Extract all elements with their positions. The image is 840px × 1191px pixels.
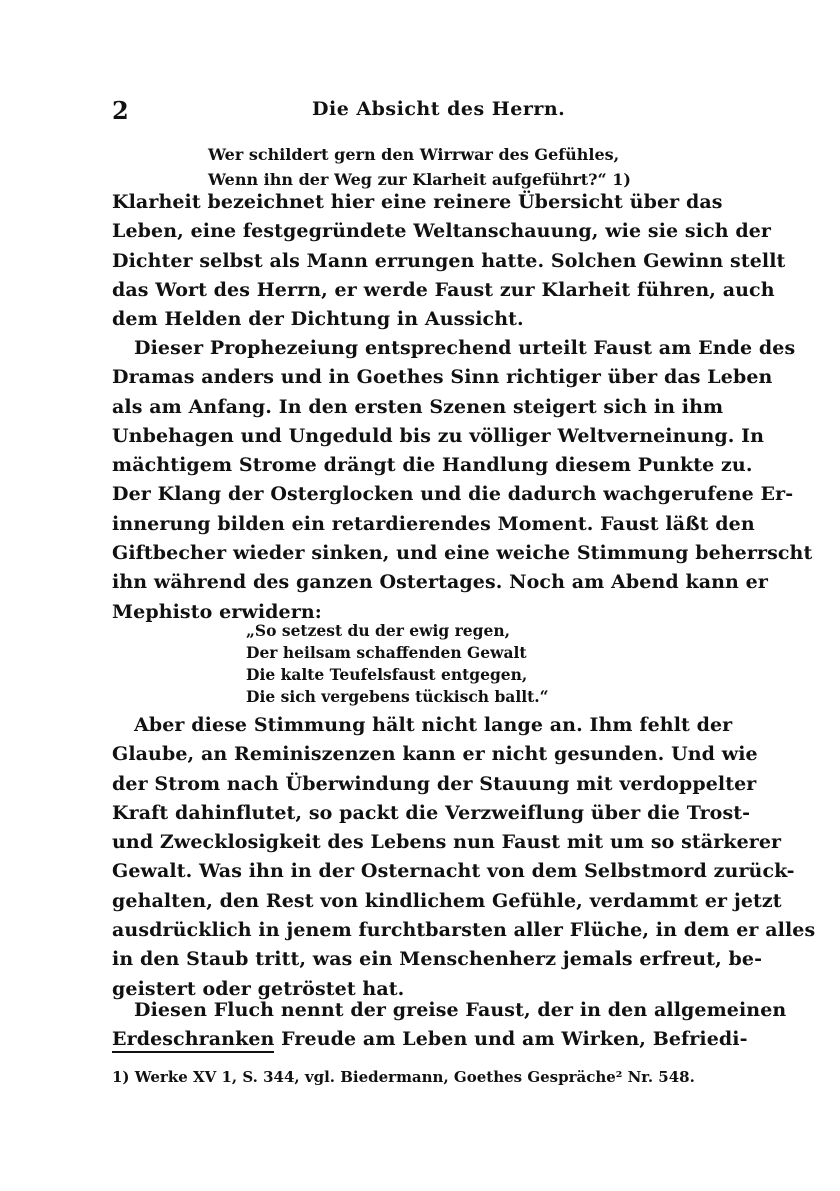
quote-line: Wer schildert gern den Wirrwar des Gefühles, [208,145,620,164]
verse-line: Die kalte Teufelsfaust entgegen, [246,665,528,684]
quote-line: Wenn ihn der Weg zur Klarheit aufgeführt?“ 1) [208,170,631,189]
text-line [112,1025,748,1054]
text-line: in den Staub tritt, was ein Menschenherz jemals erfreut, be- [112,948,763,971]
text-line: Diesen Fluch nennt der greise Faust, der in den allgemeinen [134,999,787,1021]
text-line: gehalten, den Rest von kindlichem Gefühle, verdammt er jetzt [112,889,782,912]
text-line: und Zwecklosigkeit des Lebens nun Faust mit um so stärkerer [112,831,782,854]
underlined-word: Erdeschranken [112,1028,274,1053]
text-line: mächtigem Strome drängt die Handlung diesem Punkte zu. [112,454,753,477]
page-number: 2 [112,96,129,125]
text-line: Gewalt. Was ihn in der Osternacht von dem Selbstmord zurück- [112,860,795,883]
paragraph-3 [112,711,816,1004]
text-line: Dichter selbst als Mann errungen hatte. Solchen Gewinn stellt [112,249,786,272]
text-line: Mephisto erwidern: [112,600,322,623]
paragraph-1 [112,188,786,334]
text-line: Dieser Prophezeiung entsprechend urteilt Faust am Ende des [134,337,796,359]
text-line: Unbehagen und Ungeduld bis zu völliger Weltverneinung. In [112,424,765,447]
text-line: geistert oder getröstet hat. [112,977,405,1000]
text-line: Kraft dahinflutet, so packt die Verzweiflung über die Trost- [112,801,751,824]
text-line: Giftbecher wieder sinken, und eine weiche Stimmung beherrscht [112,542,813,565]
verse-quote [246,620,566,708]
paragraph-2 [112,334,813,627]
page-header [112,96,712,130]
text-line: Dramas anders und in Goethes Sinn richtiger über das Leben [112,366,773,389]
text-line: als am Anfang. In den ersten Szenen steigert sich in ihm [112,395,724,418]
verse-line: Der heilsam schaffenden Gewalt [246,643,527,662]
running-title: Die Absicht des Herrn. [312,98,566,120]
text-line: Der Klang der Osterglocken und die dadurch wachgerufene Er- [112,483,794,506]
text-line: Klarheit bezeichnet hier eine reinere Übersicht über das [112,191,723,213]
verse-line: „So setzest du der ewig regen, [246,621,511,640]
text-line: ihn während des ganzen Ostertages. Noch am Abend kann er [112,571,768,594]
text-line: innerung bilden ein retardierendes Moment. Faust läßt den [112,512,755,535]
text-line: Leben, eine festgegründete Weltanschauung, wie sie sich der [112,220,772,243]
text-line: Aber diese Stimmung hält nicht lange an. Ihm fehlt der [134,714,733,736]
opening-quote [208,142,631,192]
text-line: ausdrücklich in jenem furchtbarsten aller Flüche, in dem er alles [112,919,816,942]
text-line: der Strom nach Überwindung der Stauung mit verdoppelter [112,772,757,795]
paragraph-4 [112,996,787,1055]
text-line: dem Helden der Dichtung in Aussicht. [112,308,524,331]
verse-line: Die sich vergebens tückisch ballt.“ [246,687,549,706]
text-line-rest: Freude am Leben und am Wirken, Befriedi- [274,1028,748,1051]
text-line: Glaube, an Reminiszenzen kann er nicht gesunden. Und wie [112,743,758,766]
text-line: das Wort des Herrn, er werde Faust zur Klarheit führen, auch [112,278,775,301]
footnote: 1) Werke XV 1, S. 344, vgl. Biedermann, Goethes Gespräche² Nr. 548. [112,1068,695,1086]
